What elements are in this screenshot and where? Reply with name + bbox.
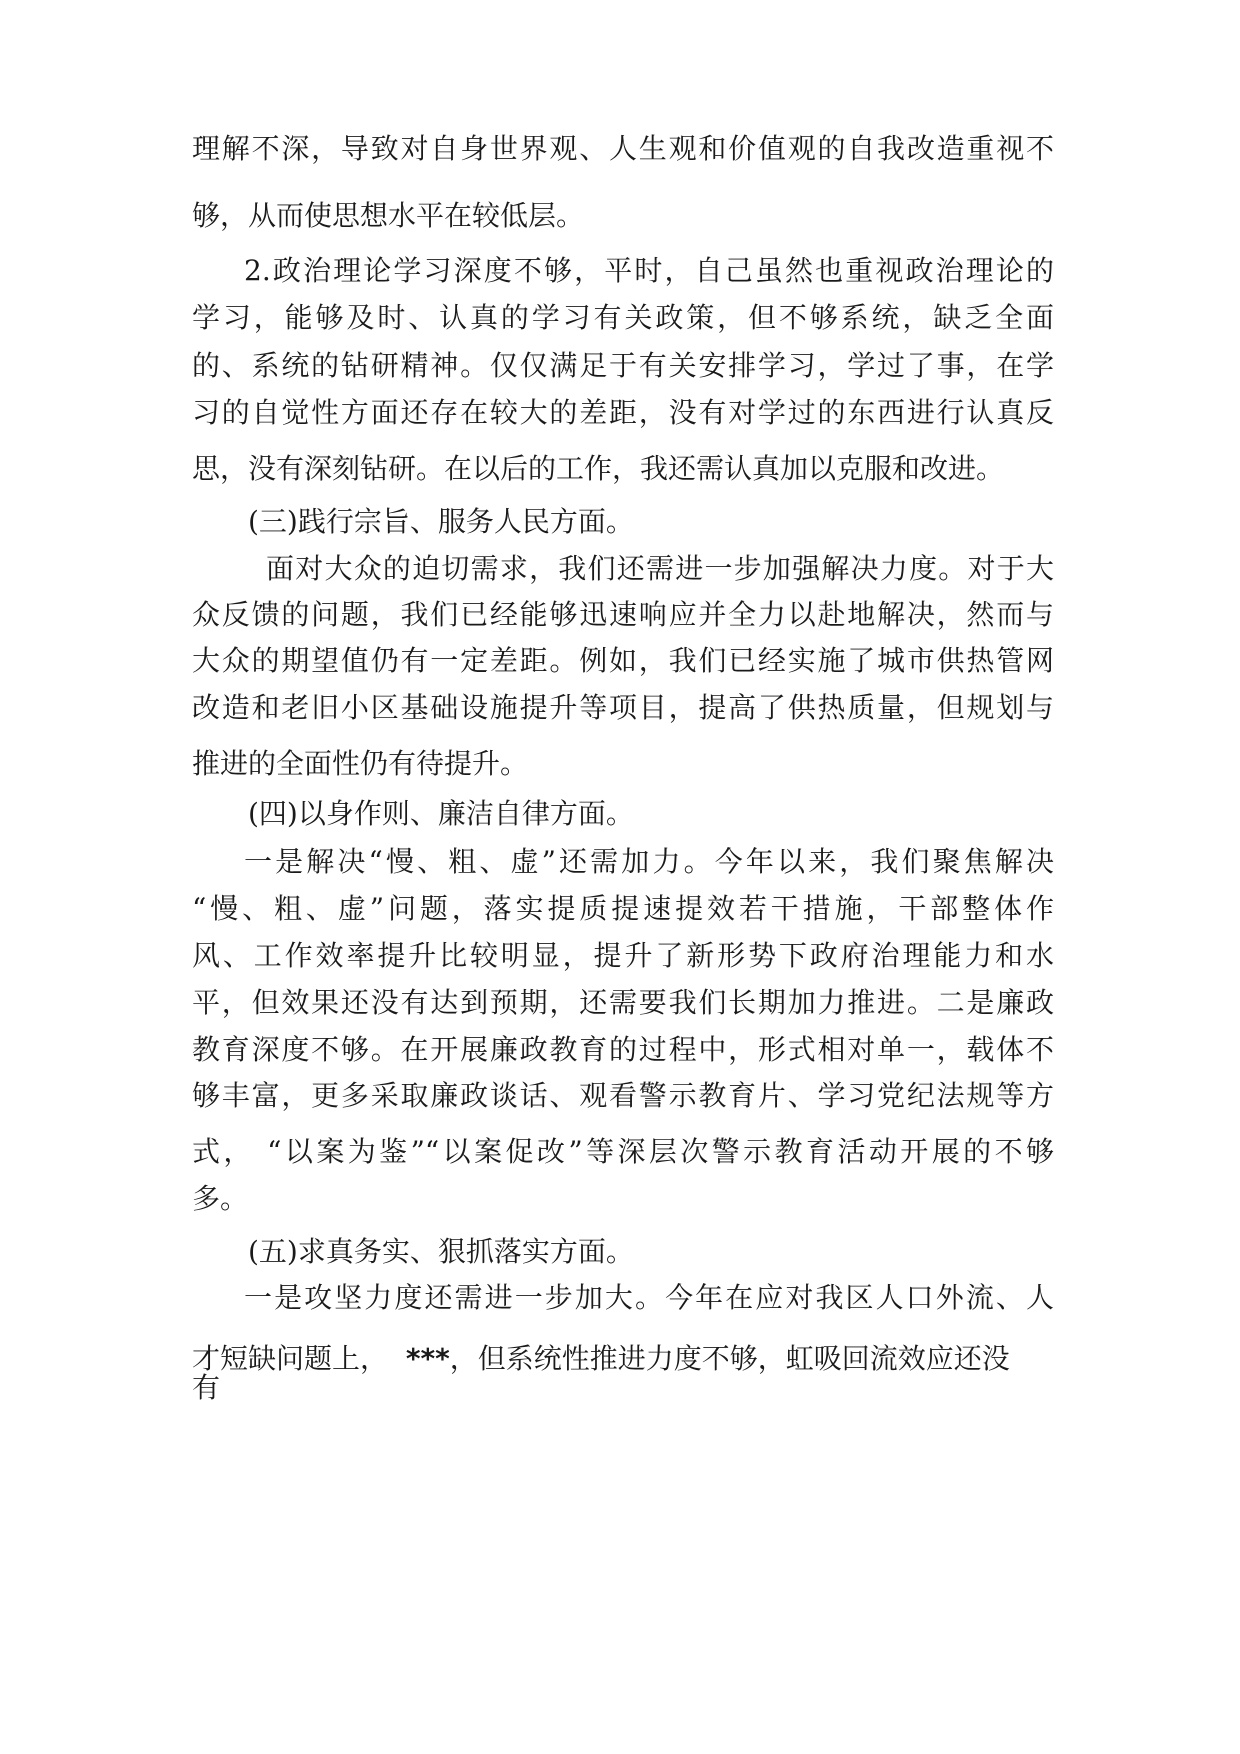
text-line: 教育深度不够。在开展廉政教育的过程中，形式相对单一，载体不 (192, 1033, 1054, 1066)
text-line: 面对大众的迫切需求，我们还需进一步加强解决力度。对于大 (266, 552, 1054, 585)
text-line: 式， “以案为鉴”“以案促改”等深层次警示教育活动开展的不够 (192, 1135, 1054, 1168)
text-line: 2.政治理论学习深度不够，平时，自己虽然也重视政治理论的 (244, 254, 1054, 287)
text-line: 够丰富，更多采取廉政谈话、观看警示教育片、学习党纪法规等方 (192, 1079, 1054, 1112)
text-line: 习的自觉性方面还存在较大的差距，没有对学过的东西进行认真反 (192, 396, 1054, 429)
text-line: 改造和老旧小区基础设施提升等项目，提高了供热质量，但规划与 (192, 691, 1054, 724)
text-line: 够，从而使思想水平在较低层。 (192, 199, 585, 232)
text-line: 大众的期望值仍有一定差距。例如，我们已经实施了城市供热管网 (192, 644, 1054, 677)
text-line: 一是解决“慢、粗、虚”还需加力。今年以来，我们聚焦解决 (244, 845, 1054, 878)
text-line: 多。 (192, 1182, 249, 1215)
text-line: 一是攻坚力度还需进一步加大。今年在应对我区人口外流、人 (244, 1281, 1054, 1314)
section-heading: (三)践行宗旨、服务人民方面。 (248, 505, 634, 538)
text-line: 理解不深，导致对自身世界观、人生观和价值观的自我改造重视不 (192, 132, 1054, 165)
redacted-text: *** (405, 1342, 450, 1375)
text-line (192, 1343, 1010, 1375)
text-fragment: ，但系统性推进力度不够，虹吸回流效应还没 (449, 1342, 1010, 1375)
text-line: 风、工作效率提升比较明显，提升了新形势下政府治理能力和水 (192, 939, 1054, 972)
text-line: 有 (192, 1371, 221, 1404)
text-line: “慢、粗、虚”问题，落实提质提速提效若干措施，干部整体作 (192, 892, 1054, 925)
text-line: 平，但效果还没有达到预期，还需要我们长期加力推进。二是廉政 (192, 986, 1054, 1019)
text-line: 思，没有深刻钻研。在以后的工作，我还需认真加以克服和改进。 (192, 452, 1005, 485)
text-line: 的、系统的钻研精神。仅仅满足于有关安排学习，学过了事，在学 (192, 349, 1054, 382)
section-heading: (四)以身作则、廉洁自律方面。 (248, 797, 634, 830)
text-line: 学习，能够及时、认真的学习有关政策，但不够系统，缺乏全面 (192, 301, 1054, 334)
text-fragment: 才短缺问题上， (192, 1342, 389, 1375)
text-line: 众反馈的问题，我们已经能够迅速响应并全力以赴地解决，然而与 (192, 598, 1054, 631)
section-heading: (五)求真务实、狠抓落实方面。 (248, 1235, 634, 1268)
text-line: 推进的全面性仍有待提升。 (192, 747, 529, 780)
